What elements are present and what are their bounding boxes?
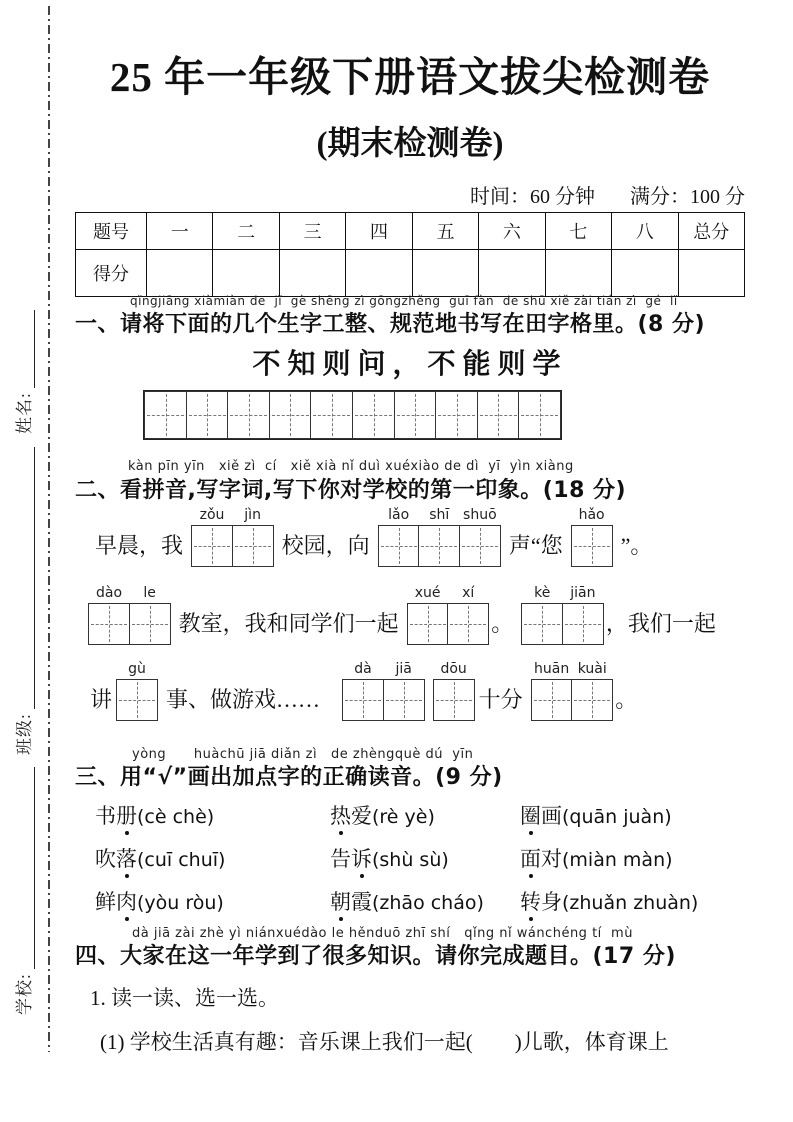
box-pinyin: shī [429,507,450,523]
school-blank-line [21,767,35,969]
write-box-group [407,584,490,645]
write-box-group [433,660,475,721]
section1-pinyin: qǐngjiāng xiàmiàn de jǐ gè shēng zì gōngzhěng guī fàn de shū xiě zài tián zì gé lǐ [130,294,678,308]
write-box [129,584,171,645]
pronunciation-choice-grid [95,800,750,929]
write-box [232,506,274,567]
write-box-group [88,584,171,645]
box-pinyin: jìn [244,507,261,523]
header-cell: 五 [412,213,478,250]
tianzige-cell [394,391,437,439]
write-box-group [342,660,425,721]
time-limit: 时间：60 分钟 [470,186,595,208]
write-box [571,660,613,721]
write-box [88,584,130,645]
write-box [447,584,489,645]
pronunciation-item: 转身(zhuǎn zhuàn) [520,890,699,914]
tianzige-cell [447,603,489,645]
score-cell [479,250,545,297]
write-box [342,660,384,721]
section2-pinyin: kàn pīn yīn xiě zì cí xiě xià nǐ duì xuéxiào de dì yī yìn xiàng [128,459,574,474]
class-blank-line [21,447,35,709]
score-cell [213,250,279,297]
score-cell [147,250,213,297]
write-box-group [378,506,501,567]
score-cell [545,250,611,297]
tianzige-cell [571,679,613,721]
header-cell: 六 [479,213,545,250]
score-cell [279,250,345,297]
write-box [378,506,420,567]
tianzige-cell [433,679,475,721]
name-label: 姓名: [15,392,34,434]
write-box [433,660,475,721]
box-pinyin: hǎo [578,507,605,523]
paper-subtitle: (期末检测卷) [316,126,504,162]
box-pinyin: dào [95,585,123,601]
pronunciation-item: 吹落(cuī chuī) [95,847,226,871]
write-box [191,506,233,567]
tianzige-cell [571,525,613,567]
write-box-group [571,506,613,567]
line-text: 。 [615,687,638,712]
box-pinyin: huān [534,661,570,677]
header-cell: 二 [213,213,279,250]
box-pinyin: dà [354,661,372,677]
pronunciation-item: 告诉(shù sù) [330,847,449,871]
section2-line-3 [90,660,637,721]
line-text: 声“您 [508,533,563,558]
tianzige-cell [227,391,270,439]
tianzige-cell [383,679,425,721]
header-cell: 题号 [76,213,147,250]
tianzige-cell [518,391,561,439]
margin-class-field [13,447,35,755]
paper-title: 25 年一年级下册语文拔尖检测卷 [109,54,711,100]
tianzige-cell [352,391,395,439]
box-pinyin: xí [462,585,475,601]
line-text: 十分 [478,687,523,712]
line-text: 。 [491,611,514,636]
write-box [521,584,563,645]
tianzige-cell [310,391,353,439]
pronunciation-item: 朝霞(zhāo cháo) [330,890,484,914]
line-text: ”。 [620,533,653,558]
header-cell: 七 [545,213,611,250]
line-text: 教室，我和同学们一起 [178,611,399,636]
margin-school-field [13,767,35,1015]
box-pinyin: le [143,585,156,601]
line-text: ，我们一起 [605,611,716,636]
box-pinyin: lǎo [388,507,410,523]
section2-line-2 [88,584,716,645]
section4-pinyin: dà jiā zài zhè yì niánxuédào le hěnduō zhī shí qǐng nǐ wánchéng tí mù [132,926,633,941]
pronunciation-item: 面对(miàn màn) [520,847,673,871]
name-blank-line [21,310,35,388]
score-table [75,212,745,297]
tianzige-cell [531,679,573,721]
pronunciation-item: 书册(cè chè) [95,804,215,828]
header-cell: 三 [279,213,345,250]
tianzige-cell [129,603,171,645]
header-cell: 八 [612,213,678,250]
write-box-group [116,660,158,721]
write-box-group [191,506,274,567]
score-cell [678,250,745,297]
tianzige-cell [186,391,229,439]
write-box [407,584,449,645]
tianzige-cell [378,525,420,567]
tianzige-cell [418,525,460,567]
time-score-meta [75,180,745,209]
score-cell [346,250,412,297]
section4-subitem-1-1: (1) 学校生活真有趣：音乐课上我们一起( )儿歌，体育课上 [100,1030,669,1054]
box-pinyin: jiā [395,661,412,677]
write-box [459,506,501,567]
box-pinyin: zǒu [199,507,225,523]
box-pinyin: gù [128,661,146,677]
tianzige-cell [435,391,478,439]
write-box [531,660,573,721]
seal-dash-line [48,6,50,1052]
line-text: 早晨，我 [95,533,184,558]
section1-heading: 一、请将下面的几个生字工整、规范地书写在田字格里。(8 分) [75,312,706,337]
tianzige-cell [116,679,158,721]
write-box-group [531,660,614,721]
tianzige-cell [521,603,563,645]
box-pinyin: shuō [463,507,497,523]
tianzige-practice-grid [143,390,562,440]
header-cell: 总分 [678,213,745,250]
header-cell: 四 [346,213,412,250]
score-cell [612,250,678,297]
write-box [383,660,425,721]
pronunciation-item: 圈画(quān juàn) [520,804,672,828]
tianzige-cell [342,679,384,721]
pronunciation-item: 鲜肉(yòu ròu) [95,890,224,914]
write-box [562,584,604,645]
write-box-group [521,584,604,645]
tianzige-cell [459,525,501,567]
section1-copy-characters: 不知则问，不能则学 [252,349,568,380]
class-label: 班级: [15,713,34,755]
score-table-score-row [76,250,745,297]
box-pinyin: xué [414,585,441,601]
header-cell: 一 [147,213,213,250]
line-text: 校园，向 [281,533,370,558]
margin-name-field [13,310,35,434]
section4-subitem-1: 1. 读一读、选一选。 [90,986,279,1010]
tianzige-cell [144,391,187,439]
write-box [418,506,460,567]
school-label: 学校: [15,973,34,1015]
box-pinyin: dōu [440,661,467,677]
tianzige-cell [88,603,130,645]
box-pinyin: jiān [570,585,596,601]
line-text: 事、做游戏…… [166,687,321,712]
tianzige-cell [232,525,274,567]
line-text: 讲 [90,687,113,712]
full-score: 满分：100 分 [630,186,745,208]
tianzige-cell [562,603,604,645]
box-pinyin: kuài [577,661,607,677]
tianzige-cell [191,525,233,567]
section3-pinyin: yòng huàchū jiā diǎn zì de zhèngquè dú yīn [132,747,474,762]
write-box [571,506,613,567]
score-cell [412,250,478,297]
pronunciation-item: 热爱(rè yè) [330,804,435,828]
score-row-label: 得分 [76,250,147,297]
section4-heading: 四、大家在这一年学到了很多知识。请你完成题目。(17 分) [75,944,676,969]
section2-line-1 [95,506,652,567]
tianzige-cell [269,391,312,439]
tianzige-cell [477,391,520,439]
section2-heading: 二、看拼音,写字词,写下你对学校的第一印象。(18 分) [75,478,627,503]
write-box [116,660,158,721]
section3-heading: 三、用“√”画出加点字的正确读音。(9 分) [75,765,503,790]
box-pinyin: kè [534,585,551,601]
score-table-header-row [76,213,745,250]
tianzige-cell [407,603,449,645]
